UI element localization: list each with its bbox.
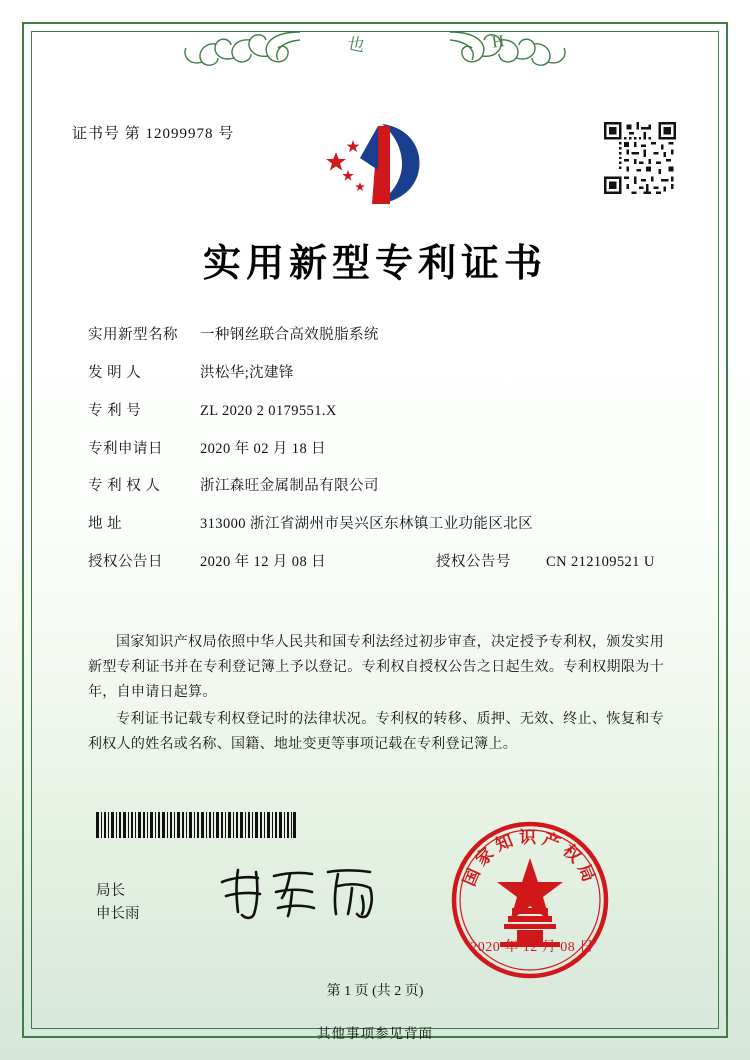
official-seal (448, 818, 612, 982)
body-text (88, 630, 664, 759)
field-label: 专 利 权 人 (88, 478, 161, 495)
field-label: 发 明 人 (88, 364, 142, 381)
certificate-number-label: 证书号 (72, 126, 121, 142)
field-row-application-date (88, 440, 668, 459)
field-value: 2020 年 12 月 08 日 (200, 554, 327, 571)
field-label: 专 利 号 (88, 402, 142, 419)
qr-code (604, 122, 676, 194)
signature-labels (96, 880, 140, 926)
field-value-secondary: CN 212109521 U (546, 554, 655, 571)
field-list (88, 326, 668, 591)
field-row-inventor (88, 364, 668, 383)
field-label: 专利申请日 (88, 440, 163, 457)
director-name-label: 申长雨 (96, 906, 140, 922)
field-value: ZL 2020 2 0179551.X (200, 402, 337, 419)
barcode (96, 812, 296, 838)
field-value: 洪松华;沈建锋 (200, 364, 294, 381)
handwritten-signature (212, 862, 392, 924)
field-row-utility-model-name (88, 326, 668, 345)
national-emblem-logo-icon (320, 118, 430, 210)
field-row-patentee (88, 477, 668, 496)
decorative-mark: 也 (345, 33, 367, 56)
director-title-label: 局长 (96, 883, 125, 899)
footer-note: 其他事项参见背面 (317, 1026, 433, 1041)
field-label: 地 址 (88, 516, 123, 533)
flourish-right-decoration (450, 24, 600, 86)
certificate-number (72, 122, 234, 143)
flourish-left-decoration (150, 24, 300, 86)
field-value: 2020 年 02 月 18 日 (200, 440, 327, 457)
seal-date: 2020 年 12 月 08 日 (470, 940, 594, 955)
field-value: 一种钢丝联合高效脱脂系统 (200, 327, 379, 343)
field-row-patent-number (88, 402, 668, 421)
field-value: 浙江森旺金属制品有限公司 (200, 478, 379, 495)
decorative-mark: H (490, 31, 506, 52)
certificate-number-value: 第 12099978 号 (124, 126, 235, 142)
body-paragraph-1: 国家知识产权局依照中华人民共和国专利法经过初步审查，决定授予专利权，颁发实用新型专利证书并在专利登记簿上予以登记。专利权自授权公告之日起生效。专利权期限为十年，自申请日起算。 (88, 635, 664, 700)
field-value: 313000 浙江省湖州市吴兴区东林镇工业功能区北区 (200, 516, 534, 533)
field-label-secondary: 授权公告号 (436, 554, 511, 571)
body-paragraph-2: 专利证书记载专利权登记时的法律状况。专利权的转移、质押、无效、终止、恢复和专利权人的姓名或名称、国籍、地址变更等事项记载在专利登记簿上。 (88, 712, 664, 752)
field-label: 实用新型名称 (88, 327, 178, 343)
page-number: 第 1 页 (共 2 页) (326, 984, 424, 999)
svg-text:国家知识产权局: 国家知识产权局 (459, 827, 601, 890)
field-row-grant-announcement (88, 553, 668, 572)
page-title: 实用新型专利证书 (202, 243, 547, 285)
field-label: 授权公告日 (88, 554, 163, 571)
field-row-address (88, 515, 668, 534)
